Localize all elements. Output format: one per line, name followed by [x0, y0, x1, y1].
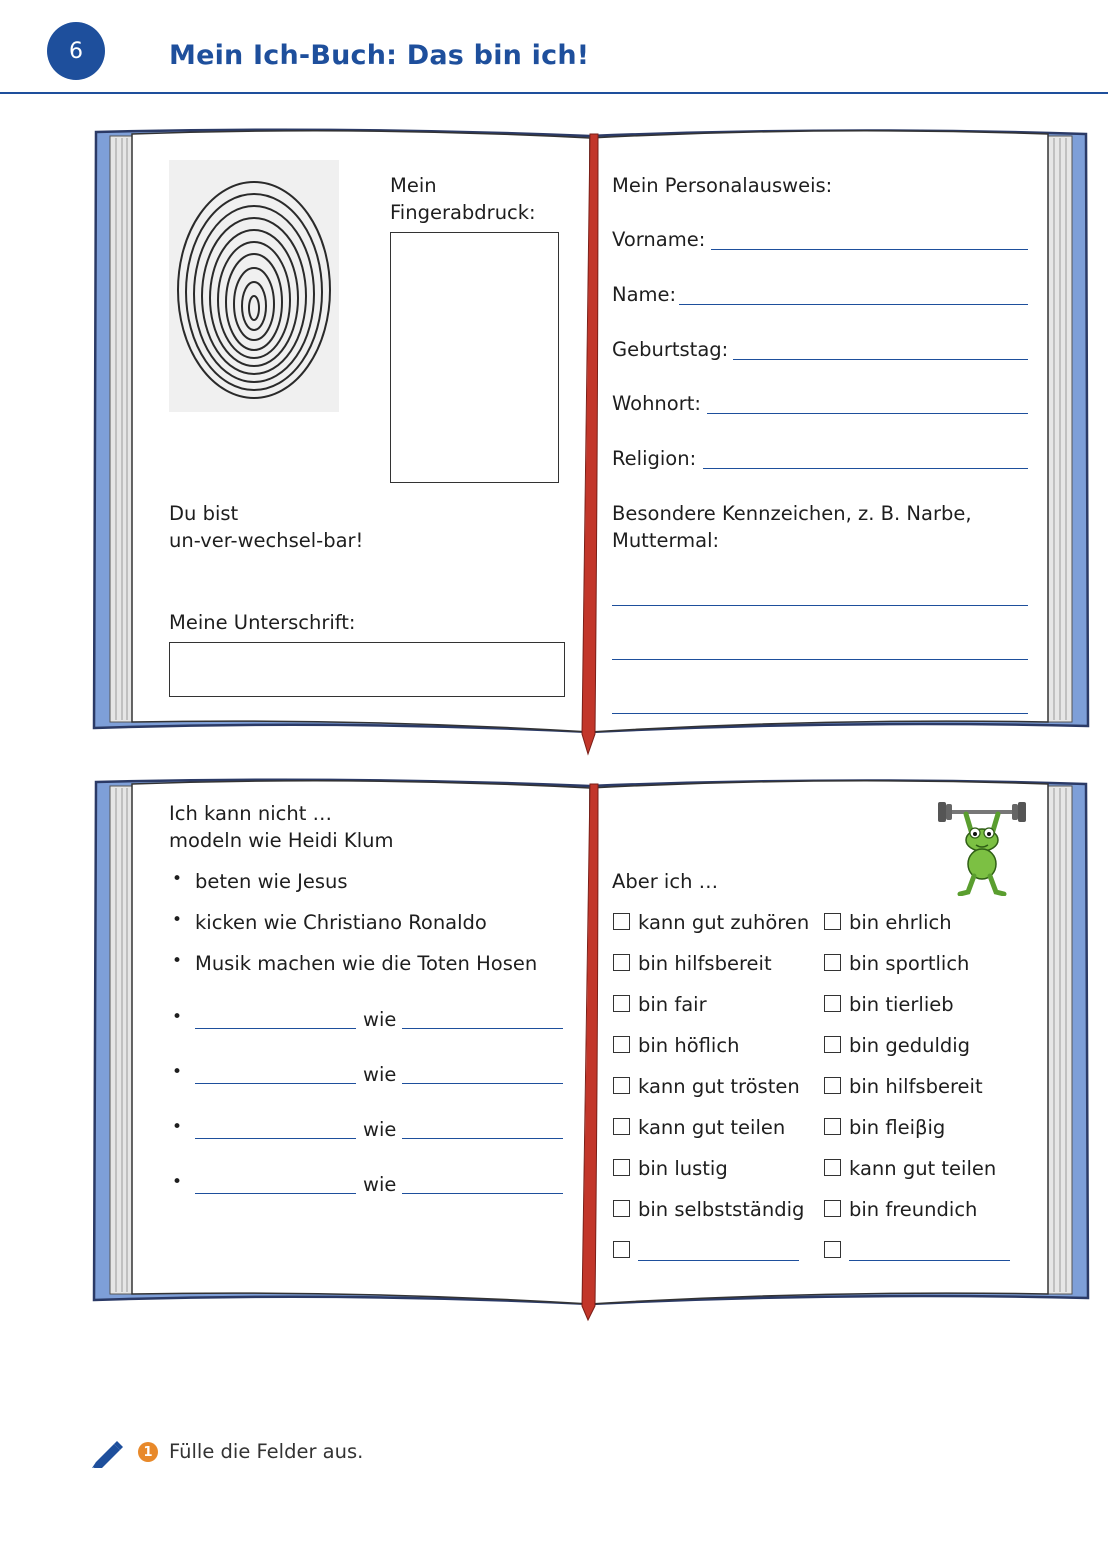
- field-label-name: Name:: [612, 283, 677, 306]
- marks-line-2[interactable]: [612, 659, 1028, 660]
- field-label-birthday: Geburtstag:: [612, 338, 729, 361]
- checkbox[interactable]: [613, 1241, 630, 1258]
- checklist-item: bin selbstständig: [638, 1198, 805, 1221]
- header-divider: [0, 92, 1108, 94]
- blank-line-right[interactable]: [402, 1138, 563, 1139]
- checklist-item: bin fleiβig: [849, 1116, 946, 1139]
- blank-line-left[interactable]: [195, 1138, 356, 1139]
- blank-line-left[interactable]: [195, 1193, 356, 1194]
- marks-line-3[interactable]: [612, 713, 1028, 714]
- marks-label-line1: Besondere Kennzeichen, z. B. Narbe,: [612, 502, 972, 525]
- book-abilities: [90, 772, 1090, 1327]
- checklist-item: bin lustig: [638, 1157, 728, 1180]
- name-line[interactable]: [679, 304, 1028, 305]
- bullet-item: beten wie Jesus: [195, 870, 348, 893]
- weightlifting-frog-icon: [936, 800, 1028, 896]
- checkbox[interactable]: [824, 1118, 841, 1135]
- instruction-text: Fülle die Felder aus.: [169, 1440, 364, 1463]
- bullet-dot: •: [172, 1007, 183, 1027]
- blank-line-left[interactable]: [195, 1083, 356, 1084]
- fingerprint-label-line1: Mein: [390, 174, 437, 197]
- bullet-item: Musik machen wie die Toten Hosen: [195, 952, 538, 975]
- page-title: Mein Ich-Buch: Das bin ich!: [169, 40, 590, 71]
- checkbox[interactable]: [613, 913, 630, 930]
- fingerprint-image: [169, 160, 339, 412]
- bullet-dot: •: [172, 1172, 183, 1192]
- bullet-item: kicken wie Christiano Ronaldo: [195, 911, 487, 934]
- cannot-line2: modeln wie Heidi Klum: [169, 829, 394, 852]
- bullet-dot: •: [172, 910, 183, 930]
- signature-label: Meine Unterschrift:: [169, 611, 356, 634]
- field-label-religion: Religion:: [612, 447, 697, 470]
- but-label: Aber ich …: [612, 870, 719, 893]
- wie-label: wie: [363, 1118, 397, 1141]
- checklist-item: bin höflich: [638, 1034, 740, 1057]
- birthday-line[interactable]: [733, 359, 1028, 360]
- checkbox[interactable]: [824, 995, 841, 1012]
- checklist-item: bin fair: [638, 993, 707, 1016]
- checklist-item: bin sportlich: [849, 952, 970, 975]
- checklist-item: kann gut teilen: [849, 1157, 997, 1180]
- step-number-badge: 1: [138, 1442, 158, 1462]
- blank-line-right[interactable]: [402, 1193, 563, 1194]
- field-label-first-name: Vorname:: [612, 228, 706, 251]
- signature-box[interactable]: [169, 642, 565, 697]
- pencil-icon: [90, 1436, 124, 1468]
- marks-label-line2: Muttermal:: [612, 529, 720, 552]
- page-number: 6: [47, 22, 105, 80]
- wie-label: wie: [363, 1173, 397, 1196]
- marks-line-1[interactable]: [612, 605, 1028, 606]
- checklist-item: bin hilfsbereit: [638, 952, 772, 975]
- fingerprint-box[interactable]: [390, 232, 559, 483]
- bullet-dot: •: [172, 1117, 183, 1137]
- checklist-item: bin tierlieb: [849, 993, 954, 1016]
- wie-label: wie: [363, 1063, 397, 1086]
- custom-item-line[interactable]: [849, 1260, 1010, 1261]
- checkbox[interactable]: [613, 1159, 630, 1176]
- checkbox[interactable]: [613, 995, 630, 1012]
- checkbox[interactable]: [613, 1118, 630, 1135]
- checklist-item: bin ehrlich: [849, 911, 952, 934]
- unique-text-line1: Du bist: [169, 502, 239, 525]
- checkbox[interactable]: [824, 1159, 841, 1176]
- checklist-item: kann gut trösten: [638, 1075, 800, 1098]
- residence-line[interactable]: [707, 413, 1028, 414]
- fingerprint-label-line2: Fingerabdruck:: [390, 201, 536, 224]
- checklist-item: bin geduldig: [849, 1034, 971, 1057]
- wie-label: wie: [363, 1008, 397, 1031]
- bullet-dot: •: [172, 1062, 183, 1082]
- cannot-line1: Ich kann nicht …: [169, 802, 333, 825]
- unique-text-line2: un-ver-wechsel-bar!: [169, 529, 364, 552]
- checkbox[interactable]: [824, 913, 841, 930]
- checkbox[interactable]: [613, 1200, 630, 1217]
- checkbox[interactable]: [824, 1036, 841, 1053]
- blank-line-right[interactable]: [402, 1028, 563, 1029]
- custom-item-line[interactable]: [638, 1260, 799, 1261]
- checkbox[interactable]: [824, 1200, 841, 1217]
- blank-line-right[interactable]: [402, 1083, 563, 1084]
- checkbox[interactable]: [613, 1036, 630, 1053]
- checkbox[interactable]: [824, 1241, 841, 1258]
- checkbox[interactable]: [613, 954, 630, 971]
- checklist-item: bin freundich: [849, 1198, 978, 1221]
- blank-line-left[interactable]: [195, 1028, 356, 1029]
- field-label-residence: Wohnort:: [612, 392, 701, 415]
- checkbox[interactable]: [824, 1077, 841, 1094]
- checklist-item: bin hilfsbereit: [849, 1075, 983, 1098]
- id-title: Mein Personalausweis:: [612, 174, 833, 197]
- checklist-item: kann gut teilen: [638, 1116, 786, 1139]
- checklist-item: kann gut zuhören: [638, 911, 810, 934]
- bullet-dot: •: [172, 951, 183, 971]
- religion-line[interactable]: [703, 468, 1028, 469]
- checkbox[interactable]: [613, 1077, 630, 1094]
- first-name-line[interactable]: [711, 249, 1028, 250]
- checkbox[interactable]: [824, 954, 841, 971]
- book-personal-id: [90, 122, 1090, 757]
- bullet-dot: •: [172, 869, 183, 889]
